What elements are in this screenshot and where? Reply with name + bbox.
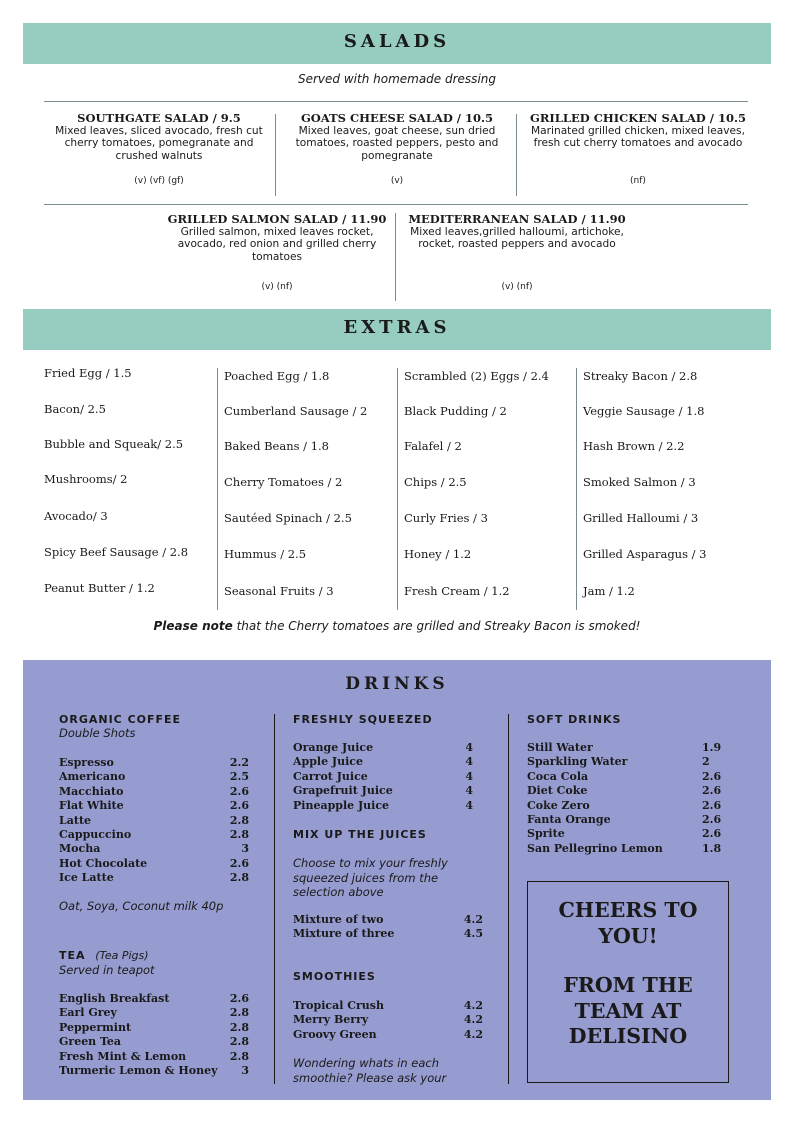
drink-name: Flat White [59, 799, 124, 813]
menu-row [59, 814, 249, 828]
drink-price: 3 [241, 842, 249, 856]
drink-price: 2.6 [702, 784, 722, 798]
squeezed-list [293, 741, 473, 813]
drink-price: 2.8 [229, 1035, 249, 1049]
squeezed-heading: FRESHLY SQUEEZED [293, 713, 433, 726]
drink-price: 2.6 [229, 992, 249, 1005]
drink-price: 2.6 [229, 784, 249, 798]
mix-description: Choose to mix your freshly squeezed juices from the selection above [293, 856, 448, 899]
menu-row [59, 799, 249, 813]
salad-item [165, 213, 389, 298]
note-emphasis: Please note [153, 619, 233, 633]
divider [516, 114, 517, 196]
smoothies-note: Wondering whats in each smoothie? Please ask your [293, 1056, 447, 1085]
drink-price: 4 [465, 769, 473, 783]
drink-price: 2.8 [229, 1020, 249, 1034]
menu-row [293, 1013, 483, 1027]
menu-row [527, 812, 722, 827]
extras-note [0, 619, 794, 633]
salad-name: GRILLED SALMON SALAD / 11.90 [167, 212, 387, 226]
soft-drinks-list [527, 741, 722, 856]
drink-price: 2.5 [229, 770, 249, 784]
divider [576, 368, 577, 610]
salad-description: Grilled salmon, mixed leaves rocket, avocado, red onion and grilled cherry tomatoes [177, 226, 377, 263]
smoothies-heading: SMOOTHIES [293, 970, 376, 983]
drink-name: Americano [59, 770, 126, 784]
menu-row [59, 785, 249, 799]
drink-price: 4.2 [463, 1027, 483, 1041]
drink-name: Fanta Orange [527, 812, 611, 826]
drink-price: 2.8 [229, 827, 249, 841]
divider [275, 114, 276, 196]
extra-item: Baked Beans / 1.8 [224, 439, 329, 453]
drink-name: Diet Coke [527, 784, 588, 798]
menu-row [59, 828, 249, 842]
salad-name: GOATS CHEESE SALAD / 10.5 [300, 111, 494, 125]
extra-item: Scrambled (2) Eggs / 2.4 [404, 369, 549, 383]
drink-price: 2.8 [229, 871, 249, 885]
menu-row [293, 927, 483, 941]
menu-row [59, 1035, 249, 1049]
divider [395, 213, 396, 301]
salad-item [405, 213, 629, 298]
menu-row [59, 1050, 249, 1064]
salad-description: Mixed leaves,grilled halloumi, artichoke, rocket, roasted peppers and avocado [410, 226, 624, 251]
salad-description: Mixed leaves, sliced avocado, fresh cut cherry tomatoes, pomegranate and crushed walnuts [55, 125, 263, 162]
milk-note: Oat, Soya, Coconut milk 40p [59, 899, 224, 913]
drink-price: 4.5 [463, 927, 483, 941]
extra-item: Grilled Asparagus / 3 [583, 547, 707, 561]
extra-item: Honey / 1.2 [404, 547, 472, 561]
drink-name: Sprite [527, 827, 565, 841]
drinks-title: DRINKS [345, 674, 449, 694]
salads-banner [23, 23, 771, 64]
menu-row [59, 756, 249, 770]
drink-price: 2.6 [229, 856, 249, 870]
drink-price: 1.8 [702, 841, 722, 855]
extra-item: Spicy Beef Sausage / 2.8 [44, 545, 189, 559]
menu-row [293, 755, 473, 769]
coffee-subtitle: Double Shots [59, 726, 136, 740]
extra-item: Bubble and Squeak/ 2.5 [44, 437, 184, 451]
drink-name: Coca Cola [527, 769, 589, 783]
drink-name: English Breakfast [59, 992, 170, 1005]
extra-item: Jam / 1.2 [583, 584, 635, 598]
menu-row [527, 755, 719, 769]
extra-item: Avocado/ 3 [44, 509, 108, 523]
drink-name: San Pellegrino Lemon [527, 841, 663, 855]
extra-item: Streaky Bacon / 2.8 [583, 369, 698, 383]
drink-name: Tropical Crush [293, 999, 384, 1012]
cheers-box [527, 881, 729, 1083]
tea-list [59, 992, 249, 1078]
extra-item: Cumberland Sausage / 2 [224, 404, 368, 418]
divider [508, 714, 509, 1084]
drink-name: Groovy Green [293, 1027, 377, 1041]
drink-name: Macchiato [59, 784, 124, 798]
menu-row [527, 841, 722, 856]
menu-row [293, 999, 483, 1013]
menu-row [527, 798, 722, 813]
drink-name: Mixture of two [293, 913, 384, 926]
menu-row [527, 784, 722, 798]
drink-price: 4 [465, 755, 473, 769]
salad-tags: (v) (nf) [261, 282, 293, 292]
mix-list [293, 913, 483, 942]
drink-name: Sparkling Water [527, 755, 628, 769]
menu-row [527, 827, 722, 841]
extra-item: Hash Brown / 2.2 [583, 439, 685, 453]
cheers-line-2: FROM THE TEAM AT DELISINO [563, 973, 693, 1048]
tea-heading [59, 949, 149, 962]
drink-name: Hot Chocolate [59, 856, 148, 870]
drink-price: 3 [241, 1063, 249, 1077]
drink-price: 2 [702, 755, 710, 769]
drinks-section [23, 660, 771, 1100]
drink-name: Orange Juice [293, 741, 374, 754]
drink-price: 4 [465, 741, 473, 754]
drink-name: Pineapple Juice [293, 798, 390, 812]
extra-item: Hummus / 2.5 [224, 547, 307, 561]
extra-item: Falafel / 2 [404, 439, 462, 453]
drink-price: 2.6 [702, 812, 722, 826]
divider [397, 368, 398, 610]
drink-name: Mixture of three [293, 927, 395, 941]
menu-row [59, 842, 249, 856]
soft-drinks-heading: SOFT DRINKS [527, 713, 622, 726]
divider [44, 101, 748, 102]
drink-name: Peppermint [59, 1020, 132, 1034]
drink-price: 1.9 [702, 741, 722, 754]
drink-price: 2.6 [702, 827, 722, 841]
note-text: that the Cherry tomatoes are grilled and Streaky Bacon is smoked! [232, 619, 641, 633]
drink-name: Earl Grey [59, 1006, 117, 1020]
menu-row [59, 871, 249, 885]
salad-item [285, 112, 509, 192]
drink-name: Espresso [59, 756, 114, 769]
salads-title: SALADS [343, 31, 451, 52]
salad-tags: (v) (nf) [501, 282, 533, 292]
menu-row [59, 857, 249, 871]
extra-item: Fried Egg / 1.5 [44, 366, 132, 380]
drink-name: Grapefruit Juice [293, 784, 393, 798]
drink-price: 2.8 [229, 813, 249, 827]
salad-name: MEDITERRANEAN SALAD / 11.90 [408, 212, 626, 226]
menu-row [527, 741, 722, 755]
drink-name: Latte [59, 813, 92, 827]
menu-row [293, 799, 473, 813]
salads-subtitle: Served with homemade dressing [298, 72, 496, 86]
tea-heading-label: TEA [59, 949, 86, 962]
extras-banner [23, 309, 771, 350]
drink-price: 2.6 [702, 769, 722, 783]
menu-row [59, 1064, 249, 1078]
drink-price: 2.8 [229, 1006, 249, 1020]
drink-name: Still Water [527, 741, 593, 754]
drink-name: Coke Zero [527, 798, 590, 812]
coffee-list [59, 756, 249, 886]
drink-price: 4.2 [463, 1013, 483, 1027]
extra-item: Sautéed Spinach / 2.5 [224, 511, 352, 525]
menu-row [59, 992, 249, 1006]
drink-price: 4 [465, 798, 473, 812]
extra-item: Seasonal Fruits / 3 [224, 584, 334, 598]
drink-name: Carrot Juice [293, 769, 368, 783]
extra-item: Cherry Tomatoes / 2 [224, 475, 343, 489]
salad-tags: (v) [390, 176, 404, 186]
cheers-line-1: CHEERS TO YOU! [558, 898, 698, 948]
smoothies-list [293, 999, 483, 1042]
coffee-heading: ORGANIC COFFEE [59, 713, 182, 726]
drink-name: Merry Berry [293, 1013, 369, 1027]
menu-row [293, 770, 473, 784]
extra-item: Smoked Salmon / 3 [583, 475, 696, 489]
salad-tags: (v) (vf) (gf) [134, 176, 184, 186]
menu-row [293, 1028, 483, 1042]
drink-name: Apple Juice [293, 755, 364, 769]
drink-price: 2.8 [229, 1049, 249, 1063]
drink-name: Fresh Mint & Lemon [59, 1049, 187, 1063]
drink-name: Mocha [59, 842, 101, 856]
salad-tags: (nf) [630, 176, 646, 186]
drink-name: Green Tea [59, 1035, 122, 1049]
salad-description: Mixed leaves, goat cheese, sun dried tomatoes, roasted peppers, pesto and pomegranate [295, 125, 499, 162]
drink-name: Turmeric Lemon & Honey [59, 1063, 218, 1077]
menu-row [59, 1021, 249, 1035]
extras-title: EXTRAS [343, 317, 451, 338]
menu-row [293, 913, 483, 927]
divider [217, 368, 218, 610]
menu-row [293, 741, 473, 755]
extra-item: Peanut Butter / 1.2 [44, 581, 155, 595]
tea-subtitle: Served in teapot [59, 963, 155, 977]
drink-price: 4 [465, 784, 473, 798]
menu-row [293, 784, 473, 798]
drink-name: Cappuccino [59, 827, 132, 841]
extra-item: Grilled Halloumi / 3 [583, 511, 699, 525]
drink-price: 2.6 [702, 798, 722, 812]
drink-price: 4.2 [463, 999, 483, 1012]
drink-price: 2.6 [229, 799, 249, 813]
menu-row [527, 769, 722, 784]
extra-item: Mushrooms/ 2 [44, 472, 128, 486]
tea-heading-note: (Tea Pigs) [95, 949, 149, 962]
salad-description: Marinated grilled chicken, mixed leaves, fresh cut cherry tomatoes and avocado [531, 125, 745, 150]
extra-item: Fresh Cream / 1.2 [404, 584, 510, 598]
extra-item: Chips / 2.5 [404, 475, 467, 489]
extra-item: Curly Fries / 3 [404, 511, 488, 525]
extra-item: Black Pudding / 2 [404, 404, 507, 418]
menu-row [59, 770, 249, 784]
salad-name: GRILLED CHICKEN SALAD / 10.5 [530, 111, 746, 125]
divider [274, 714, 275, 1084]
drink-price: 4.2 [463, 913, 483, 926]
drink-name: Ice Latte [59, 871, 114, 885]
salad-name: SOUTHGATE SALAD / 9.5 [77, 111, 241, 125]
salad-item [526, 112, 750, 192]
extra-item: Poached Egg / 1.8 [224, 369, 330, 383]
menu-row [59, 1006, 249, 1020]
salad-item [48, 112, 270, 192]
drink-price: 2.2 [229, 756, 249, 769]
extra-item: Veggie Sausage / 1.8 [583, 404, 705, 418]
extra-item: Bacon/ 2.5 [44, 402, 106, 416]
divider [44, 204, 748, 205]
mix-heading: MIX UP THE JUICES [293, 828, 427, 841]
